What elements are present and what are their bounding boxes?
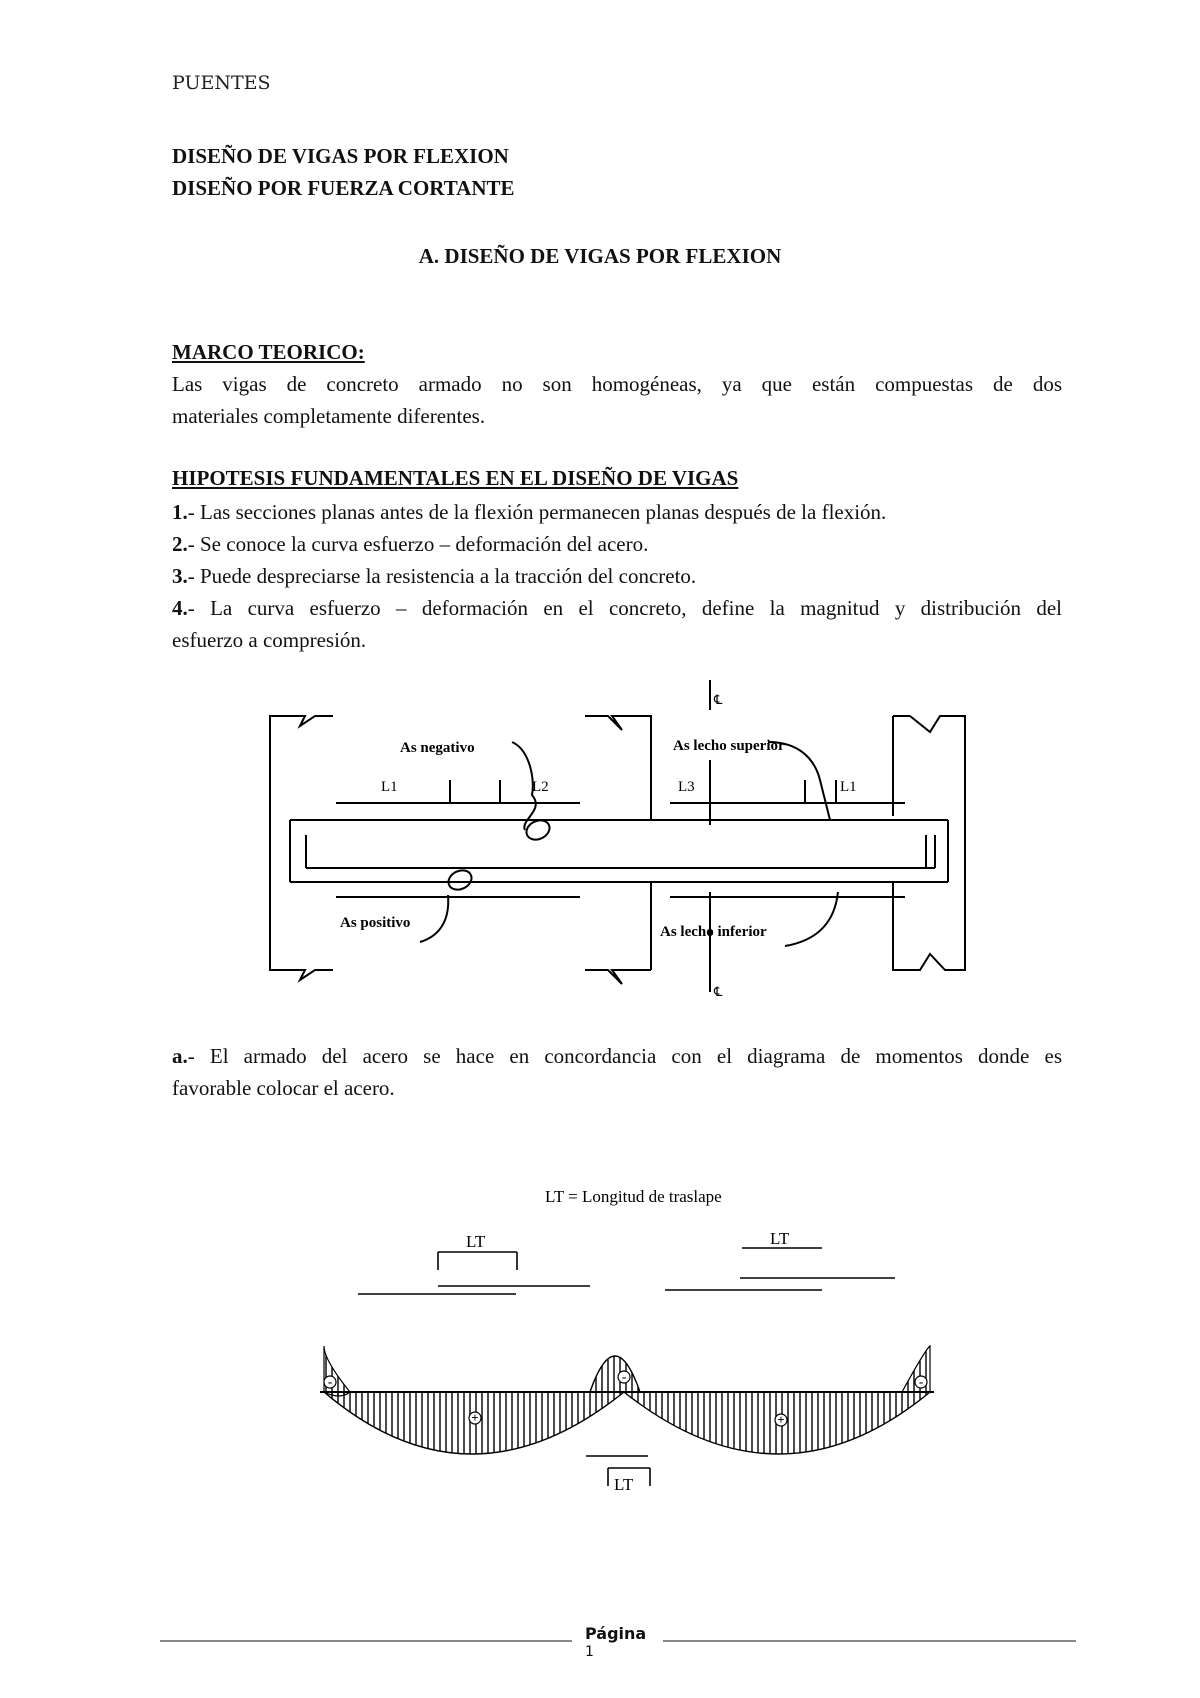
marco-line-2: materiales completamente diferentes. (172, 404, 486, 428)
footer-page-label: Página (585, 1624, 647, 1643)
lt-bottom-label: LT (614, 1475, 634, 1494)
label-as-negativo: As negativo (400, 740, 475, 756)
label-centerline-bottom: ℄ (714, 984, 723, 999)
label-as-lecho-superior: As lecho superior (673, 738, 785, 754)
lt-right-label: LT (770, 1229, 790, 1248)
sign-plus-right: + (777, 1412, 785, 1427)
label-l1-left: L1 (381, 779, 398, 795)
beam-reinforcement-diagram (0, 680, 1200, 1010)
footer-rule-left (160, 1640, 572, 1642)
lt-left-label: LT (466, 1232, 486, 1251)
label-centerline-top: ℄ (714, 692, 723, 707)
footer-page-number: 1 (585, 1644, 594, 1660)
label-l2: L2 (532, 779, 549, 795)
label-as-positivo: As positivo (340, 915, 411, 931)
sign-minus-right: - (918, 1374, 924, 1389)
hipotesis-item-1: 1.- Las secciones planas antes de la flexión permanecen planas después de la flexión. (172, 500, 887, 524)
label-l3: L3 (678, 779, 695, 795)
hipotesis-item-3: 3.- Puede despreciarse la resistencia a la tracción del concreto. (172, 564, 697, 588)
title-flexion: DISEÑO DE VIGAS POR FLEXION (172, 144, 509, 168)
hipotesis-item-4: 4.- La curva esfuerzo – deformación en el concreto, define la magnitud y distribución del (172, 596, 1062, 620)
label-l1-right: L1 (840, 779, 857, 795)
label-as-lecho-inferior: As lecho inferior (660, 924, 767, 940)
title-cortante: DISEÑO POR FUERZA CORTANTE (172, 176, 515, 200)
hipotesis-item-4-cont: esfuerzo a compresión. (172, 628, 367, 652)
moment-diagram (0, 1170, 1200, 1510)
hipotesis-heading: HIPOTESIS FUNDAMENTALES EN EL DISEÑO DE VIGAS (172, 466, 739, 490)
sign-plus-left: + (471, 1410, 479, 1425)
marco-line-1: Las vigas de concreto armado no son homogéneas, ya que están compuestas de dos (172, 372, 1062, 396)
point-a-line-2: favorable colocar el acero. (172, 1076, 395, 1100)
section-a-heading: A. DISEÑO DE VIGAS POR FLEXION (418, 244, 782, 268)
sign-minus-left: - (327, 1374, 333, 1389)
hipotesis-item-2: 2.- Se conoce la curva esfuerzo – deformación del acero. (172, 532, 649, 556)
marco-teorico-heading: MARCO TEORICO: (172, 340, 365, 364)
footer-rule-right (663, 1640, 1076, 1642)
point-a-line-1: a.- El armado del acero se hace en concordancia con el diagrama de momentos donde es (172, 1044, 1062, 1068)
moment-caption: LT = Longitud de traslape (545, 1187, 722, 1206)
sign-minus-center: - (621, 1369, 627, 1384)
page-header: PUENTES (172, 72, 271, 94)
